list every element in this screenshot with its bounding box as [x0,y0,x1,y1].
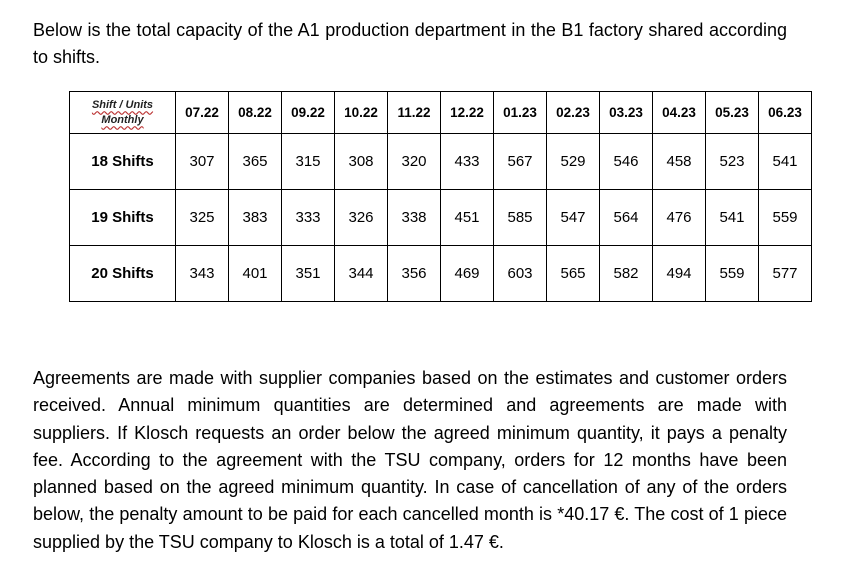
table-cell: 541 [706,190,759,246]
table-cell: 401 [229,246,282,302]
table-cell: 585 [494,190,547,246]
table-corner-cell [70,92,176,134]
table-cell: 469 [441,246,494,302]
table-cell: 582 [600,246,653,302]
table-cell: 547 [547,190,600,246]
table-cell: 344 [335,246,388,302]
table-cell: 351 [282,246,335,302]
column-header: 06.23 [759,92,812,134]
column-header: 11.22 [388,92,441,134]
table-cell: 383 [229,190,282,246]
corner-label-monthly: Monthly [101,113,144,126]
table-row [70,134,812,190]
column-header: 07.22 [176,92,229,134]
column-header: 05.23 [706,92,759,134]
intro-paragraph: Below is the total capacity of the A1 production department in the B1 factory shared according to shifts. [33,20,787,68]
column-header: 02.23 [547,92,600,134]
table-cell: 326 [335,190,388,246]
table-cell: 541 [759,134,812,190]
table-cell: 564 [600,190,653,246]
table-cell: 433 [441,134,494,190]
column-header: 03.23 [600,92,653,134]
table-cell: 338 [388,190,441,246]
table-cell: 546 [600,134,653,190]
table-cell: 559 [706,246,759,302]
table-cell: 320 [388,134,441,190]
table-header-row [70,92,812,134]
table-cell: 365 [229,134,282,190]
table-cell: 559 [759,190,812,246]
column-header: 04.23 [653,92,706,134]
corner-label-shift-units: Shift / Units [91,98,154,111]
table-cell: 603 [494,246,547,302]
column-header: 01.23 [494,92,547,134]
table-cell: 307 [176,134,229,190]
table-cell: 333 [282,190,335,246]
table-row [70,190,812,246]
body-paragraph: Agreements are made with supplier companies based on the estimates and customer orders received. Annual minimum quantities are determined and agreements are made with suppliers. If Klosch requests an order below the agreed minimum quantity, it pays a penalty fee. According to the agreement with the TSU company, orders for 12 months have been planned based on the agreed minimum quantity. In case of cancellation of any of the orders below, the penalty amount to be paid for each cancelled month is *40.17 €. The cost of 1 piece supplied by the TSU company to Klosch is a total of 1.47 €. [33,368,787,552]
table-cell: 523 [706,134,759,190]
table-cell: 458 [653,134,706,190]
table-row [70,246,812,302]
row-label: 20 Shifts [70,246,176,302]
table-cell: 325 [176,190,229,246]
table-cell: 476 [653,190,706,246]
table-cell: 529 [547,134,600,190]
table-cell: 356 [388,246,441,302]
table-cell: 315 [282,134,335,190]
capacity-table [69,91,812,302]
table-cell: 565 [547,246,600,302]
table-cell: 343 [176,246,229,302]
table-cell: 494 [653,246,706,302]
table-cell: 451 [441,190,494,246]
column-header: 08.22 [229,92,282,134]
column-header: 10.22 [335,92,388,134]
column-header: 12.22 [441,92,494,134]
row-label: 18 Shifts [70,134,176,190]
table-cell: 308 [335,134,388,190]
column-header: 09.22 [282,92,335,134]
table-cell: 577 [759,246,812,302]
row-label: 19 Shifts [70,190,176,246]
table-cell: 567 [494,134,547,190]
